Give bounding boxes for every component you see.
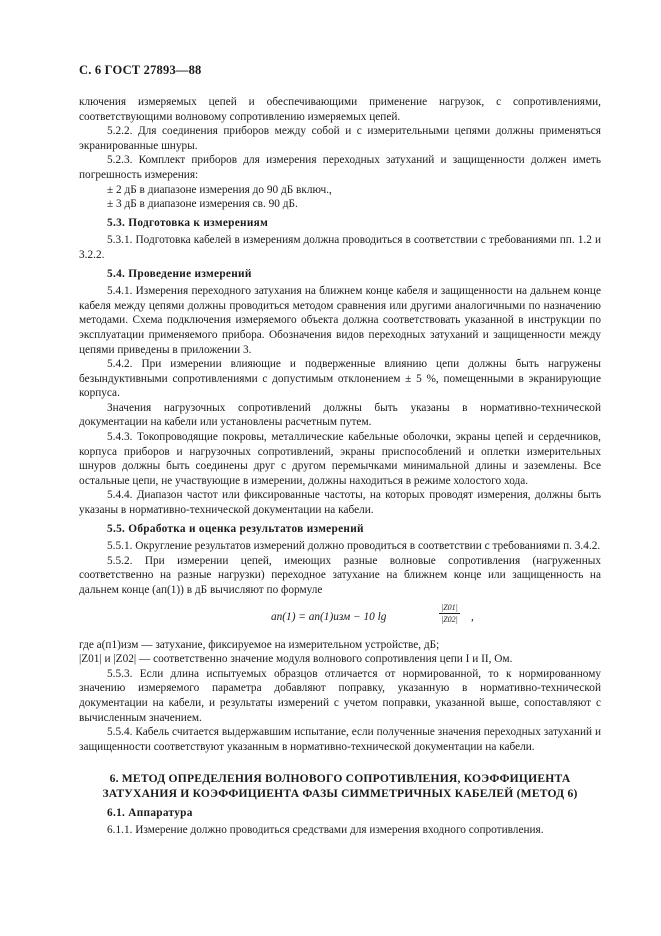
formula: [79, 602, 601, 632]
paragraph: 5.2.3. Комплект приборов для измерения переходных затуханий и защищенности должен иметь погрешность измерения:: [79, 154, 601, 181]
formula-expression: aп(1) = aп(1)изм − 10 lg: [271, 610, 387, 623]
paragraph: 5.4.1. Измерения переходного затухания на ближнем конце кабеля и защищенности на дальнем конце кабеля между цепями должны проводиться методом сравнения или другими аналогичными по назначению методами. Схема подключения измеряемого объекта должна соответствовать указанной в инструкции по эксплуатации применяемого прибора. Обозначения видов переходных затуханий и защищенности между цепями приведены в приложении 3.: [79, 285, 601, 356]
paragraph: 5.4.4. Диапазон частот или фиксированные частоты, на которых проводят измерения, должны быть указаны в нормативно-технической документации на кабели.: [79, 489, 601, 517]
formula-comma: ,: [471, 610, 474, 623]
paragraph: 5.4.3. Токопроводящие покровы, металлические кабельные оболочки, экраны цепей и сердечников, корпуса приборов и нагрузочных сопротивлений, экраны приспособлений и оплетки измерительных шнуров должны быть соединены друг с другом перемычками минимальной длины и заземлены. Все остальные цепи, не участвующие в измерении, должны находиться в режиме холостого хода.: [79, 431, 601, 487]
section-6-title: 6. МЕТОД ОПРЕДЕЛЕНИЯ ВОЛНОВОГО СОПРОТИВЛЕНИЯ, КОЭФФИЦИЕНТА ЗАТУХАНИЯ И КОЭФФИЦИЕНТА ФАЗЫ СИММЕТРИЧНЫХ КАБЕЛЕЙ (МЕТОД 6): [102, 772, 578, 800]
list-item: ± 2 дБ в диапазоне измерения до 90 дБ включ.,: [107, 183, 332, 196]
body-part-2: [79, 638, 601, 755]
paragraph: 5.5.3. Если длина испытуемых образцов отличается от нормированной, то к нормированному значению измеряемого параметра добавляют поправку, указанную в нормативно-технической документации на кабели, и результаты измерений с учетом поправки, указанной выше, сопоставляют с вычисленным значением.: [79, 667, 601, 724]
paragraph: |Z01| и |Z02| — соответственно значение модуля волнового сопротивления цепи I и II, Ом.: [79, 653, 513, 666]
formula-denominator: |Z02|: [441, 614, 458, 624]
section-6-1-heading: 6.1. Аппаратура: [107, 806, 193, 819]
paragraph: 5.3.1. Подготовка кабелей в измерениям должна проводиться в соответствии с требованиями пп. 1.2 и 3.2.2.: [79, 234, 601, 261]
section-heading: 5.3. Подготовка к измерениям: [107, 216, 269, 229]
document-body: [79, 95, 601, 838]
body-part-1: [79, 95, 601, 598]
list-item: ± 3 дБ в диапазоне измерения св. 90 дБ.: [107, 198, 298, 211]
section-heading: 5.5. Обработка и оценка результатов измерений: [107, 522, 364, 535]
paragraph: 5.5.2. При измерении цепей, имеющих разные волновые сопротивления (нагруженных соответственно на разные нагрузки) переходное затухание на ближнем конце или защищенность на дальнем конце (aп(1)) в дБ вычисляют по формуле: [79, 554, 601, 596]
paragraph: 5.4.2. При измерении влияющие и подверженные влиянию цепи должны быть нагружены безындуктивными сопротивлениями с допустимым отклонением ± 5 %, помещенными в экранирующие корпуса.: [79, 358, 601, 400]
paragraph: 5.5.4. Кабель считается выдержавшим испытание, если полученные значения переходных затуханий и защищенности соответствуют указанным в нормативно-технической документации на кабели.: [79, 726, 601, 753]
formula-fraction: [439, 602, 460, 625]
formula-numerator: |Z01|: [441, 602, 458, 612]
paragraph: 5.2.2. Для соединения приборов между собой и с измерительными цепями должны применяться экранированные шнуры.: [79, 125, 601, 152]
paragraph: ключения измеряемых цепей и обеспечивающими применение нагрузок, с сопротивлениями, соответствующими волновому сопротивлению измеряемых цепей.: [79, 96, 601, 123]
paragraph: 5.5.1. Округление результатов измерений должно проводиться в соответствии с требованиями п. 3.4.2.: [107, 540, 601, 553]
page-header: С. 6 ГОСТ 27893—88: [79, 63, 202, 77]
section-heading: 5.4. Проведение измерений: [107, 267, 252, 280]
paragraph: где a(п1)изм — затухание, фиксируемое на измерительном устройстве, дБ;: [79, 638, 440, 651]
paragraph-6-1-1: 6.1.1. Измерение должно проводиться средствами для измерения входного сопротивления.: [107, 824, 544, 837]
paragraph: Значения нагрузочных сопротивлений должны быть указаны в нормативно-технической документации на кабели или установлены расчетным путем.: [79, 401, 601, 429]
